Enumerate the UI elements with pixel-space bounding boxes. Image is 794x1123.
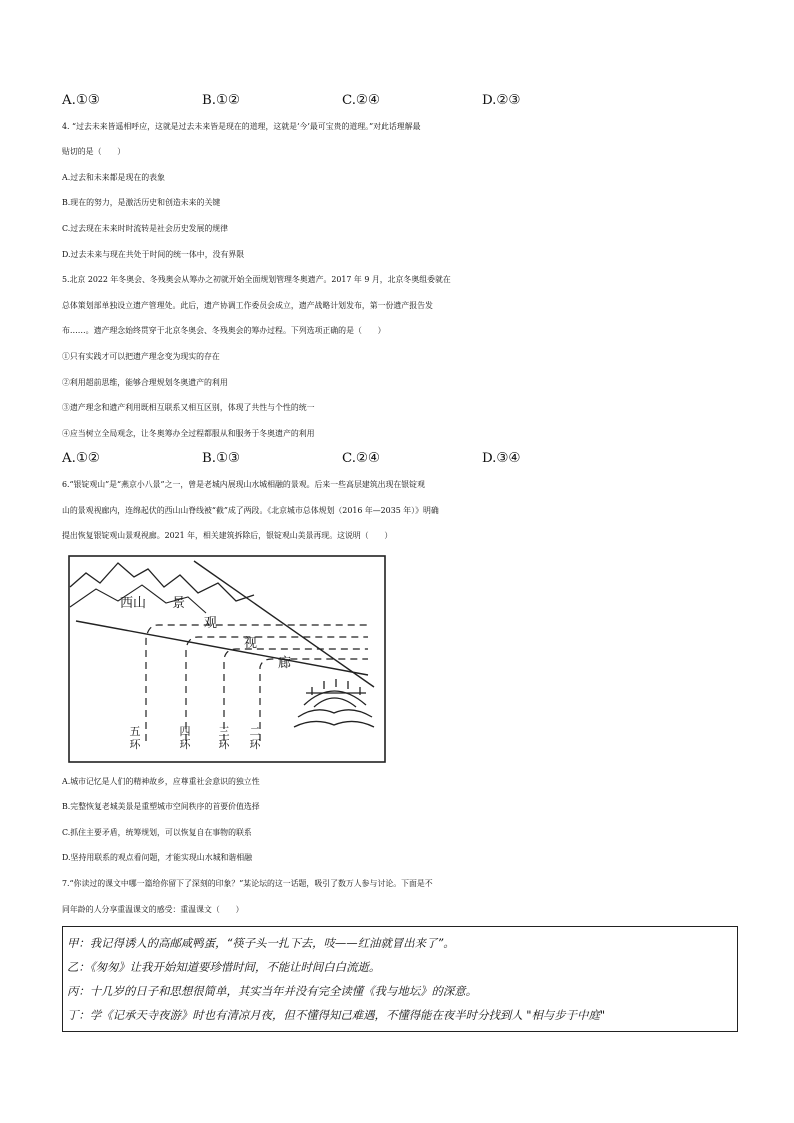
q3-options <box>62 88 738 114</box>
q7-quote-yi: 乙：《匆匆》让我开始知道要珍惜时间，不能让时间白白流逝。 <box>67 960 381 975</box>
view-corridor-diagram <box>68 555 386 763</box>
q5-option-a: A.①② <box>62 451 100 467</box>
q4-option-b: B.现在的努力，是激活历史和创造未来的关键 <box>62 198 221 208</box>
q6-stem-line-1: 6.“银锭观山”是“燕京小八景”之一，曾是老城内展现山水城相融的景观。后来一些高层建筑出现在银锭观 <box>62 479 425 489</box>
corridor-char-1: 景 <box>172 595 186 611</box>
corridor-char-2: 观 <box>204 615 218 631</box>
q5-option-b: B.①③ <box>202 451 240 467</box>
q7-quote-jia: 甲：我记得诱人的高邮咸鸭蛋，“筷子头一扎下去，吱——红油就冒出来了”。 <box>67 936 455 951</box>
second-ring-label: 二 环 <box>249 724 261 751</box>
q5-options <box>62 446 738 472</box>
fourth-ring-label: 四 环 <box>179 724 191 751</box>
q5-statement-4: ④应当树立全局观念，让冬奥筹办全过程都服从和服务于冬奥遗产的利用 <box>62 428 315 438</box>
q4-option-c: C.过去现在未来时时流转是社会历史发展的规律 <box>62 223 229 233</box>
q5-stem-line-1: 5.北京 2022 年冬奥会、冬残奥会从筹办之初就开始全面规划管理冬奥遗产。2017 年 9 月，北京冬奥组委就在 <box>62 275 451 285</box>
exam-page <box>62 88 738 1032</box>
q6-stem-line-3: 提出恢复银锭观山景观视廊。2021 年，相关建筑拆除后，银锭观山美景再现。这说明（ ） <box>62 531 393 541</box>
q4-option-a: A.过去和未来都是现在的表象 <box>62 172 165 182</box>
q3-option-d: D.②③ <box>482 93 521 108</box>
q5-statement-3: ③遗产理念和遗产利用既相互联系又相互区别，体现了共性与个性的统一 <box>62 403 315 413</box>
xishan-label: 西山 <box>120 595 147 611</box>
q3-option-b: B.①② <box>202 93 240 108</box>
q5-stem-line-2: 总体策划部单独设立遗产管理处。此后，遗产协调工作委员会成立，遗产战略计划发布，第一份遗产报告发 <box>62 300 433 310</box>
q3-option-c: C.②④ <box>342 93 380 108</box>
q5-statement-2: ②利用超前思维，能够合理规划冬奥遗产的利用 <box>62 377 228 387</box>
third-ring-label: 三 环 <box>218 724 230 751</box>
q6-option-b: B.完整恢复老城美景是重塑城市空间秩序的首要价值选择 <box>62 802 260 812</box>
q5-option-c: C.②④ <box>342 451 380 467</box>
q5-statement-1: ①只有实践才可以把遗产理念变为现实的存在 <box>62 351 220 361</box>
q7-stem-line-1: 7.“你读过的课文中哪一篇给你留下了深刻的印象？”某论坛的这一话题，吸引了数万人参与讨论。下面是不 <box>62 879 433 889</box>
fifth-ring-label: 五 环 <box>129 724 141 751</box>
q4-stem-line-1: 4. “过去未来皆遥相呼应，这就是过去未来皆是现在的道理，这就是‘今’最可宝贵的道理。”对此话理解最 <box>62 121 421 131</box>
q6-option-d: D.坚持用联系的观点看问题，才能实现山水城和谐相融 <box>62 853 253 863</box>
q7-quote-ding: 丁：学《记承天寺夜游》时也有清凉月夜，但不懂得知己难遇，不懂得能在夜半时分找到人 "相与步于中庭" <box>67 1008 606 1023</box>
q7-quote-box <box>62 926 738 1032</box>
q5-option-d: D.③④ <box>482 451 521 467</box>
corridor-char-3: 视 <box>244 635 258 651</box>
q4-stem-line-2: 贴切的是（ ） <box>62 147 126 157</box>
q6-stem-line-2: 山的景观视廊内，连绵起伏的西山山脊线被“截”成了两段。《北京城市总体规划（2016 年—2035 年）》明确 <box>62 505 439 515</box>
q4-option-d: D.过去未来与现在共处于时间的统一体中，没有界限 <box>62 249 245 259</box>
q5-stem-line-3: 布……。遗产理念始终贯穿于北京冬奥会、冬残奥会的筹办过程。下列选项正确的是（ ） <box>62 326 386 336</box>
corridor-char-4: 廊 <box>278 655 292 671</box>
q6-option-a: A.城市记忆是人们的精神故乡，应尊重社会意识的独立性 <box>62 776 260 786</box>
q7-quote-bing: 丙：十几岁的日子和思想很简单，其实当年并没有完全读懂《我与地坛》的深意。 <box>67 984 478 999</box>
q7-stem-line-2: 同年龄的人分享重温课文的感受：重温课文（ ） <box>62 904 244 914</box>
q6-option-c: C.抓住主要矛盾，统筹规划，可以恢复自在事物的联系 <box>62 827 252 837</box>
q3-option-a: A.①③ <box>62 93 100 108</box>
